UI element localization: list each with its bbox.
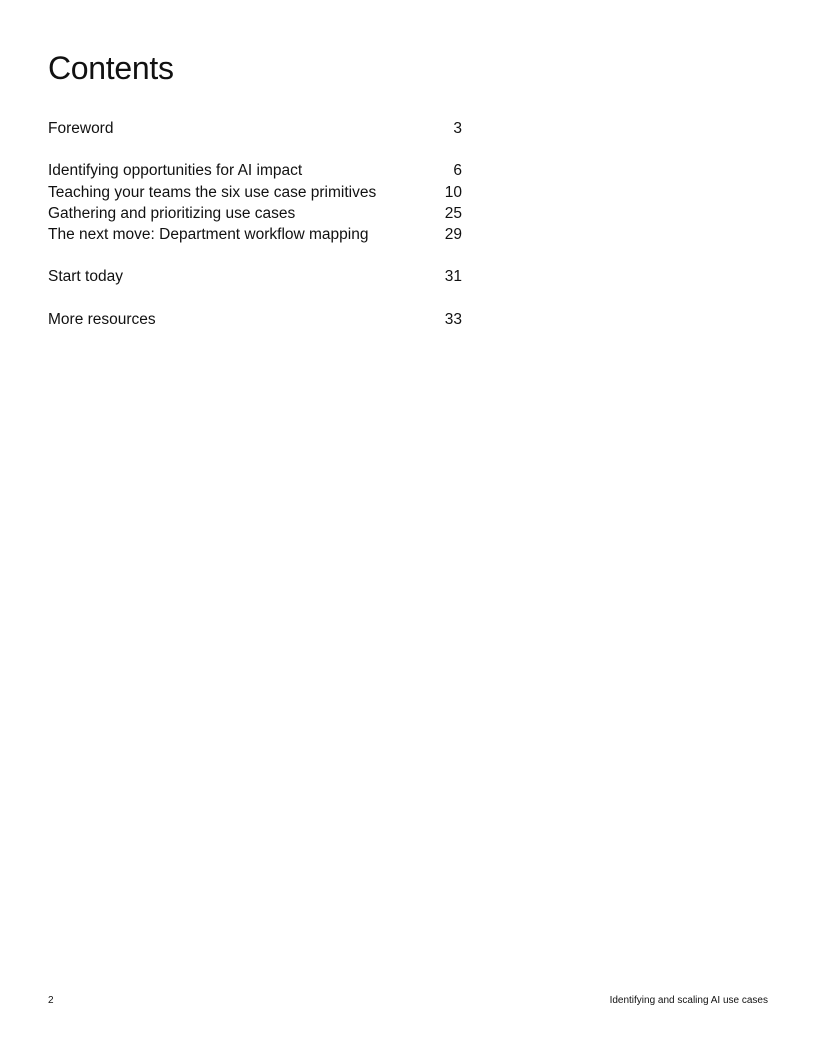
- toc-entry-title: Identifying opportunities for AI impact: [48, 162, 303, 180]
- toc-entry-foreword[interactable]: [48, 118, 462, 139]
- toc-entry-title: Gathering and prioritizing use cases: [48, 204, 296, 222]
- toc-entry-page: 29: [444, 226, 462, 244]
- toc-entry-title: Teaching your teams the six use case primitives: [48, 183, 377, 201]
- toc-entry-page: 33: [444, 310, 462, 328]
- toc-entry-gathering-prioritizing[interactable]: [48, 203, 462, 224]
- toc-entry-more-resources[interactable]: [48, 309, 462, 330]
- toc-entry-page: 25: [444, 204, 462, 222]
- toc-group-main-sections: [48, 160, 462, 245]
- toc-entry-title: The next move: Department workflow mapping: [48, 226, 369, 244]
- toc-entry-page: 3: [453, 120, 462, 137]
- toc-entry-start-today[interactable]: [48, 266, 462, 287]
- table-of-contents: [48, 118, 462, 351]
- toc-entry-identifying-opportunities[interactable]: [48, 160, 462, 181]
- page-title: Contents: [48, 50, 174, 86]
- toc-group-more-resources: [48, 309, 462, 330]
- toc-entry-page: 6: [453, 162, 462, 180]
- toc-entry-title: More resources: [48, 310, 156, 328]
- toc-entry-title: Start today: [48, 268, 123, 286]
- toc-entry-next-move[interactable]: [48, 224, 462, 245]
- toc-group-foreword: [48, 118, 462, 139]
- toc-entry-teaching-primitives[interactable]: [48, 182, 462, 203]
- toc-entry-page: 31: [444, 268, 462, 286]
- footer-document-title: Identifying and scaling AI use cases: [609, 995, 768, 1006]
- toc-entry-title: Foreword: [48, 120, 114, 137]
- toc-group-start-today: [48, 266, 462, 287]
- page-footer: [48, 994, 768, 1008]
- toc-entry-page: 10: [444, 183, 462, 201]
- footer-page-number: 2: [48, 995, 54, 1006]
